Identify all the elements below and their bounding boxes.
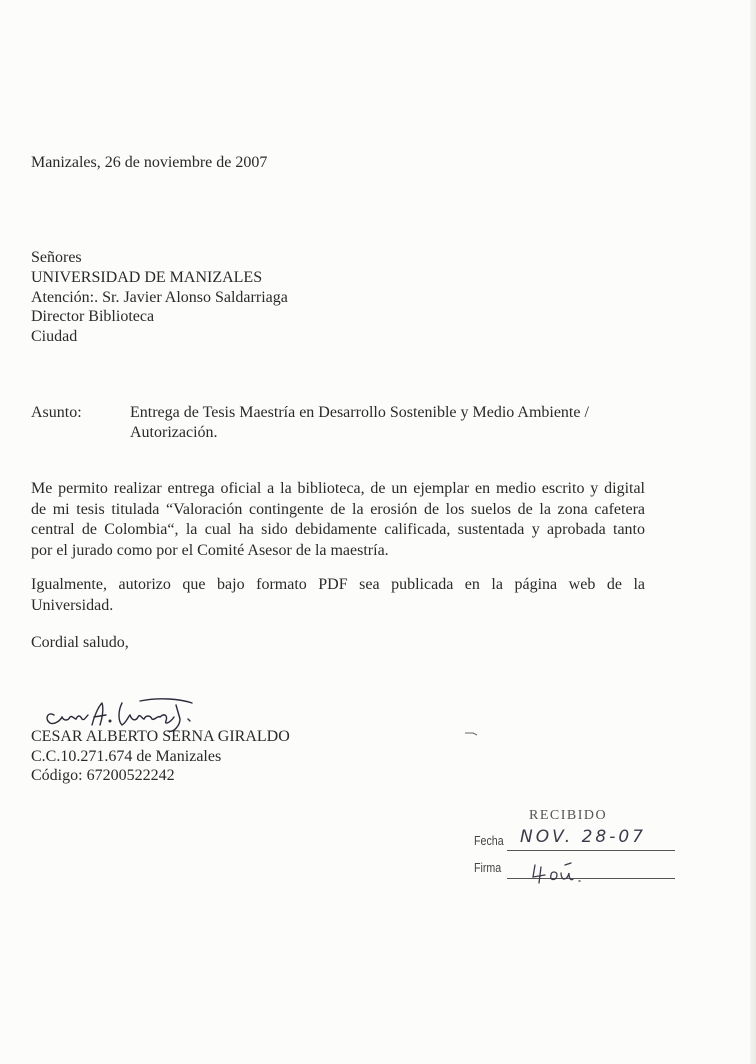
body-paragraph-1-line: central de Colombia“, la cual ha sido debidamente calificada, sustentada y aprobada tanto xyxy=(31,521,645,538)
sender-id: C.C.10.271.674 de Manizales xyxy=(31,748,222,765)
scan-edge-shadow xyxy=(750,0,756,1064)
stamp-fecha-label: Fecha xyxy=(474,833,504,848)
body-paragraph-2-line: Igualmente, autorizo que bajo formato PDF sea publicada en la página web de la xyxy=(31,576,645,593)
body-paragraph-1-line: Me permito realizar entrega oficial a la biblioteca, de un ejemplar en medio escrito y digital xyxy=(31,480,645,497)
recipient-salutation: Señores xyxy=(31,249,82,266)
body-paragraph-2 xyxy=(31,575,645,616)
subject-label: Asunto: xyxy=(31,404,82,421)
stamp-firma-initials xyxy=(531,861,601,885)
sender-code: Código: 67200522242 xyxy=(31,767,175,784)
body-paragraph-2-line: Universidad. xyxy=(31,596,114,614)
sender-name: CESAR ALBERTO SERNA GIRALDO xyxy=(31,728,290,745)
body-paragraph-1-line: de mi tesis titulada “Valoración contingente de la erosión de los suelos de la zona cafetera xyxy=(31,500,645,518)
recipient-attention: Atención:. Sr. Javier Alonso Saldarriaga xyxy=(31,289,288,306)
stamp-title: RECIBIDO xyxy=(529,808,608,823)
stamp-fecha-line xyxy=(507,850,675,851)
recipient-institution: UNIVERSIDAD DE MANIZALES xyxy=(31,269,263,286)
recipient-position: Director Biblioteca xyxy=(31,308,155,325)
stamp-firma-label: Firma xyxy=(474,860,502,875)
stamp-fecha-value: NOV. 28-07 xyxy=(520,827,646,847)
subject-line-1: Entrega de Tesis Maestría en Desarrollo Sostenible y Medio Ambiente / xyxy=(130,404,589,421)
subject-line-2: Autorización. xyxy=(130,424,218,441)
recipient-city: Ciudad xyxy=(31,328,78,345)
scan-speck xyxy=(464,730,478,736)
closing: Cordial saludo, xyxy=(31,634,129,651)
body-paragraph-1-line: por el jurado como por el Comité Asesor de la maestría. xyxy=(31,541,389,559)
place-date: Manizales, 26 de noviembre de 2007 xyxy=(31,154,268,171)
body-paragraph-1 xyxy=(31,479,645,561)
